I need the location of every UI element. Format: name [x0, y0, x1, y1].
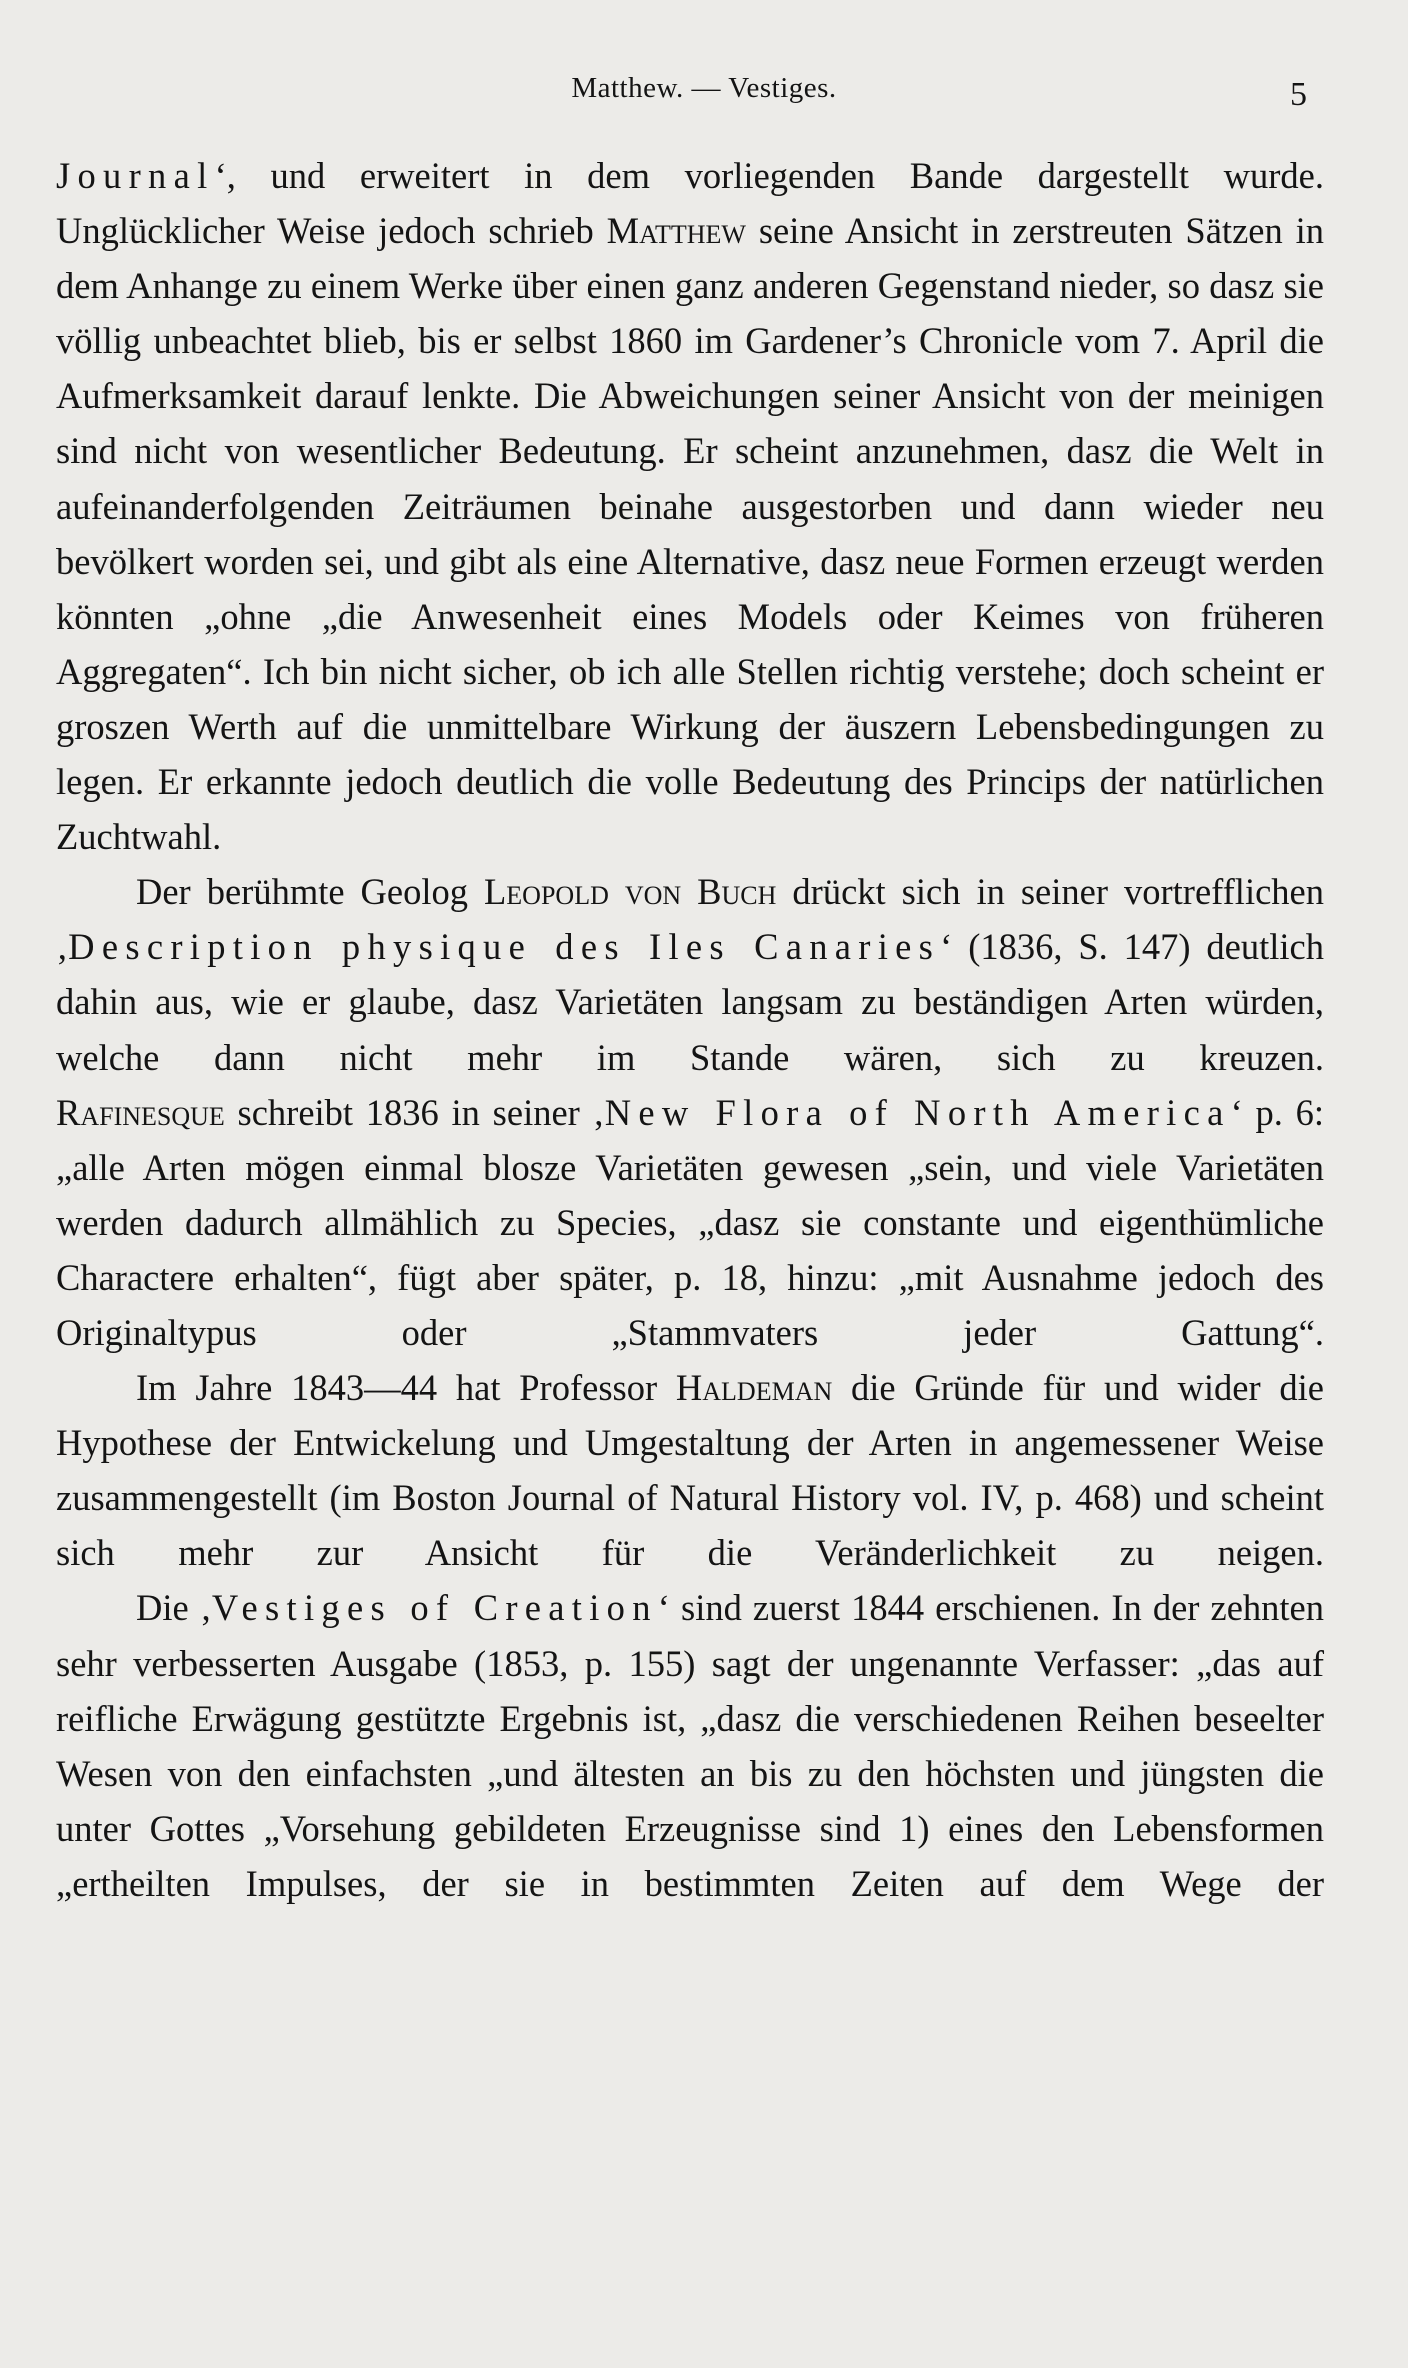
text-run: Im Jahre 1843—44 hat Professor [136, 1367, 676, 1409]
paragraph-haldeman [56, 1360, 1324, 1580]
text-run: ‘ p. 6: „alle Arten mögen einmal blosze Varietäten gewesen „sein, und viele Varietäten werden dadurch allmählich zu Species, „dasz sie constante und eigenthümliche Charactere erhalten“, fügt aber später, p. 18, hinzu: „mit Ausnahme jedoch des Originaltypus oder „Stammvaters jeder Gattung“. [56, 1091, 1324, 1353]
paragraph-rafinesque [56, 1085, 1324, 1360]
book-title: New Flora of North America [604, 1091, 1231, 1133]
paragraph-matthew [56, 148, 1324, 864]
text-run: Die ‚ [136, 1587, 212, 1629]
text-run: schreibt 1836 in seiner ‚ [224, 1091, 605, 1133]
text-run: Der berühmte Geolog [136, 871, 484, 913]
text-run: drückt sich in seiner vortrefflichen ‚ [56, 871, 1324, 968]
author-name: Rafinesque [56, 1091, 225, 1133]
text-run: Journal [56, 155, 215, 196]
text-run: seine Ansicht in zerstreuten Sätzen in dem Anhange zu einem Werke über einen ganz anderen Gegenstand nieder, so dasz sie völlig unbeachtet blieb, bis er selbst 1860 im Gardener’s Chronicle vom 7. April die Aufmerksamkeit darauf lenkte. Die Abweichungen seiner Ansicht von der meinigen sind nicht von wesentlicher Bedeutung. Er scheint anzunehmen, dasz die Welt in aufeinanderfolgenden Zeiträumen beinahe ausgestorben und dann wieder neu bevölkert worden sei, und gibt als eine Alternative, dasz neue Formen erzeugt werden könnten „ohne „die Anwesenheit eines Models oder Keimes von früheren Aggregaten“. Ich bin nicht sicher, ob ich alle Stellen richtig verstehe; doch scheint er groszen Werth auf die unmittelbare Wirkung der äuszern Lebensbedingungen zu legen. Er erkannte jedoch deutlich die volle Bedeutung des Princips der natürlichen Zuchtwahl. [56, 210, 1324, 858]
text-run: die Gründe für und wider die Hypothese der Entwickelung und Umgestaltung der Arten in angemessener Weise zusammengestellt (im Boston Journal of Natural History vol. IV, p. 468) und scheint sich mehr zur Ansicht für die Veränderlichkeit zu neigen. [56, 1367, 1324, 1574]
book-title: Vestiges of Creation [211, 1587, 658, 1629]
body-text [56, 148, 1324, 1911]
page-number: 5 [1290, 76, 1307, 113]
author-name: Haldeman [675, 1367, 833, 1409]
paragraph-vestiges [56, 1580, 1324, 1911]
author-name: Matthew [606, 210, 746, 252]
text-run: ‘, und erweitert in dem vorliegenden Bande dargestellt wurde. Unglücklicher Weise jedoch schrieb [56, 155, 1324, 252]
paragraph-von-buch [56, 864, 1324, 1084]
running-head: Matthew. — Vestiges. [571, 72, 837, 104]
book-title: Description physique des Iles Canaries [68, 926, 941, 968]
text-run: ‘ sind zuerst 1844 erschienen. In der zehnten sehr verbesserten Ausgabe (1853, p. 155) sagt der ungenannte Verfasser: „das auf reifliche Erwägung gestützte Ergebnis ist, „dasz die verschiedenen Reihen beseelter Wesen von den einfachsten „und ältesten an bis zu den höchsten und jüngsten die unter Gottes „Vorsehung gebildeten Erzeugnisse sind 1) eines den Lebensformen „ertheilten Impulses, der sie in bestimmten Zeiten auf dem Wege der [56, 1587, 1324, 1904]
text-run: ‘ (1836, S. 147) deutlich dahin aus, wie er glaube, dasz Varietäten langsam zu beständigen Arten würden, welche dann nicht mehr im Stande wären, sich zu kreuzen. [56, 926, 1324, 1078]
author-name: Leopold von Buch [484, 871, 777, 913]
